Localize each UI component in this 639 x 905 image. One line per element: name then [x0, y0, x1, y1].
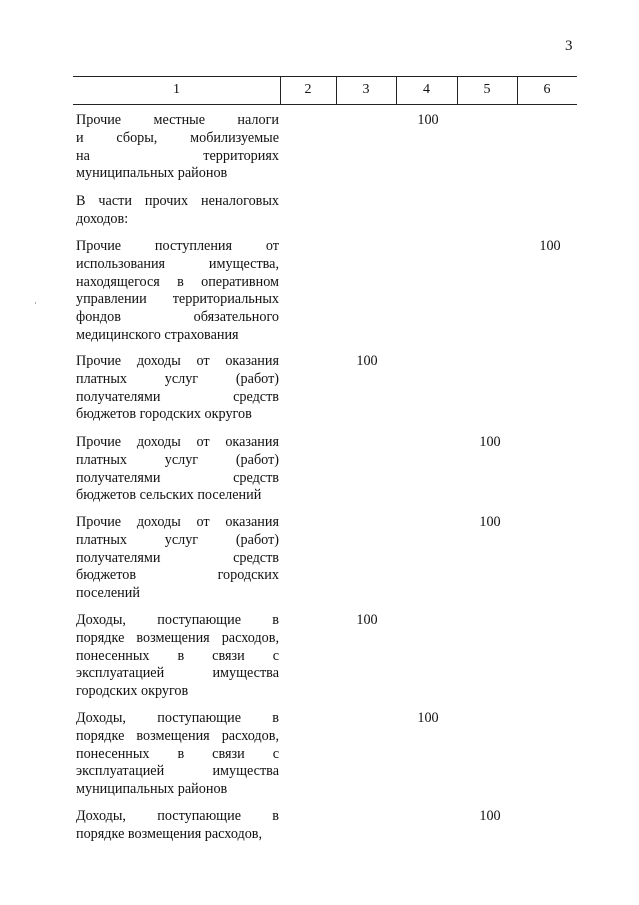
description-line: бюджетов городских округов: [76, 406, 252, 423]
description-line: платных услуг (работ): [76, 451, 279, 468]
description-line: Доходы, поступающие в: [76, 808, 279, 824]
row-description: [76, 353, 279, 424]
page-number: 3: [565, 38, 573, 54]
description-line: Прочие доходы от оказания: [76, 434, 279, 450]
column-header-6: 6: [543, 82, 551, 97]
description-line: понесенных в связи с: [76, 745, 279, 762]
row-value-col-5: 100: [479, 514, 501, 530]
description-line: Доходы, поступающие в: [76, 710, 279, 726]
description-line: использования имущества,: [76, 255, 279, 272]
description-line: получателями средств: [76, 469, 279, 486]
description-line: находящегося в оперативном: [76, 273, 279, 290]
row-description: [76, 112, 279, 183]
description-line: бюджетов городских: [76, 567, 279, 584]
column-header-1: 1: [173, 82, 180, 97]
description-line: управлении территориальных: [76, 291, 279, 308]
row-value-col-3: 100: [356, 353, 378, 369]
description-line: получателями средств: [76, 388, 279, 405]
description-line: порядке возмещения расходов,: [76, 825, 263, 842]
row-description: [76, 193, 279, 229]
column-header-3: 3: [362, 82, 370, 97]
description-line: получателями средств: [76, 549, 279, 566]
description-line: и сборы, мобилизуемые: [76, 129, 279, 146]
description-line: Прочие местные налоги: [76, 112, 279, 128]
description-line: поселений: [76, 585, 140, 602]
description-line: порядке возмещения расходов,: [76, 727, 279, 744]
row-value-col-6: 100: [539, 238, 561, 254]
row-description: [76, 514, 279, 603]
description-line: платных услуг (работ): [76, 531, 279, 548]
description-line: В части прочих неналоговых: [76, 193, 279, 209]
row-description: [76, 612, 279, 701]
table-top-rule: [73, 76, 577, 77]
row-value-col-5: 100: [479, 808, 501, 824]
row-description: [76, 710, 279, 799]
column-header-5: 5: [483, 82, 491, 97]
description-line: на территориях: [76, 147, 279, 164]
row-value-col-3: 100: [356, 612, 378, 628]
description-line: эксплуатацией имущества: [76, 763, 279, 780]
description-line: Прочие доходы от оказания: [76, 353, 279, 369]
description-line: фондов обязательного: [76, 309, 279, 326]
row-description: [76, 238, 279, 345]
description-line: муниципальных районов: [76, 165, 228, 182]
description-line: Прочие поступления от: [76, 238, 279, 254]
description-line: Доходы, поступающие в: [76, 612, 279, 628]
description-line: порядке возмещения расходов,: [76, 629, 279, 646]
table-header-rule: [73, 104, 577, 105]
column-header-2: 2: [304, 82, 312, 97]
row-value-col-4: 100: [417, 112, 439, 128]
scan-artifact: [35, 302, 36, 304]
row-value-col-5: 100: [479, 434, 501, 450]
row-value-col-4: 100: [417, 710, 439, 726]
description-line: бюджетов сельских поселений: [76, 487, 262, 504]
row-description: [76, 808, 279, 844]
description-line: эксплуатацией имущества: [76, 665, 279, 682]
column-header-4: 4: [423, 82, 430, 97]
description-line: муниципальных районов: [76, 781, 228, 798]
description-line: медицинского страхования: [76, 326, 239, 343]
description-line: Прочие доходы от оказания: [76, 514, 279, 530]
description-line: доходов:: [76, 210, 129, 227]
description-line: платных услуг (работ): [76, 370, 279, 387]
row-description: [76, 434, 279, 505]
description-line: понесенных в связи с: [76, 647, 279, 664]
description-line: городских округов: [76, 683, 189, 700]
